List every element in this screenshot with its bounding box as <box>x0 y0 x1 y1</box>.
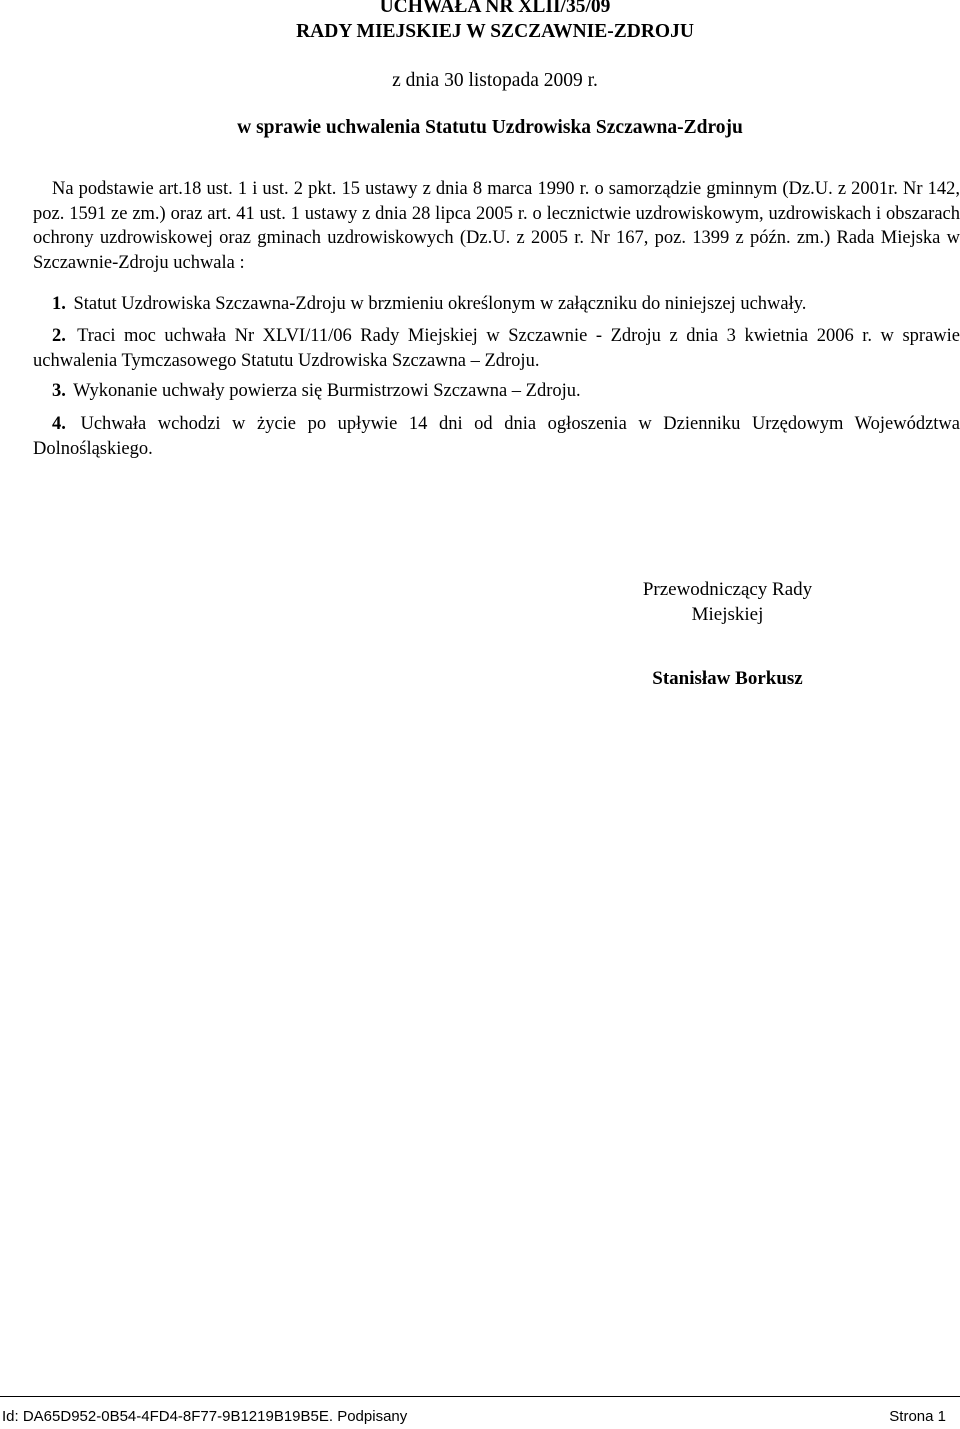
resolution-number: UCHWAŁA NR XLII/35/09 <box>379 0 611 17</box>
paragraph-text: Traci moc uchwała Nr XLVI/11/06 Rady Miejskiej w Szczawnie - Zdroju z dnia 3 kwietnia 2006 r. w sprawie uchwalenia Tymczasowego Statutu Uzdrowiska Szczawna – Zdroju. <box>33 326 960 371</box>
page-number: Strona 1 <box>889 1408 946 1425</box>
document-id: Id: DA65D952-0B54-4FD4-8F77-9B1219B19B5E. Podpisany <box>2 1408 408 1425</box>
paragraph-text: Uchwała wchodzi w życie po upływie 14 dni od dnia ogłoszenia w Dzienniku Urzędowym Województwa Dolnośląskiego. <box>33 414 960 459</box>
paragraph-text: Wykonanie uchwały powierza się Burmistrzowi Szczawna – Zdroju. <box>73 381 581 401</box>
paragraph-mark: 2. <box>52 326 66 346</box>
paragraph-1 <box>33 292 960 317</box>
paragraph-2 <box>33 324 960 373</box>
signatory-title: Przewodniczący Rady Miejskiej <box>642 579 813 625</box>
paragraph-mark: 1. <box>52 294 66 314</box>
resolution-date: z dnia 30 listopada 2009 r. <box>392 70 598 91</box>
page-footer <box>0 1396 960 1429</box>
paragraph-mark: 3. <box>52 381 66 401</box>
resolution-subject: w sprawie uchwalenia Statutu Uzdrowiska Szczawna-Zdroju <box>237 117 743 138</box>
council-name: RADY MIEJSKIEJ W SZCZAWNIE-ZDROJU <box>296 21 694 42</box>
preamble: Na podstawie art.18 ust. 1 i ust. 2 pkt. 15 ustawy z dnia 8 marca 1990 r. o samorządzie gminnym (Dz.U. z 2001r. Nr 142, poz. 1591 ze zm.) oraz art. 41 ust. 1 ustawy z dnia 28 lipca 2005 r. o lecznictwie uzdrowiskowym, uzdrowiskach i obszarach ochrony uzdrowiskowej oraz gminach uzdrowiskowych (Dz.U. z 2005 r. Nr 167, poz. 1399 z późn. zm.) Rada Miejska w Szczawnie-Zdroju uchwala : <box>33 179 960 273</box>
paragraph-3 <box>33 379 960 404</box>
paragraph-mark: 4. <box>52 414 66 434</box>
paragraph-text: Statut Uzdrowiska Szczawna-Zdroju w brzmieniu określonym w załączniku do niniejszej uchwały. <box>73 294 807 314</box>
signatory-name: Stanisław Borkusz <box>652 668 803 689</box>
paragraph-4 <box>33 412 960 461</box>
